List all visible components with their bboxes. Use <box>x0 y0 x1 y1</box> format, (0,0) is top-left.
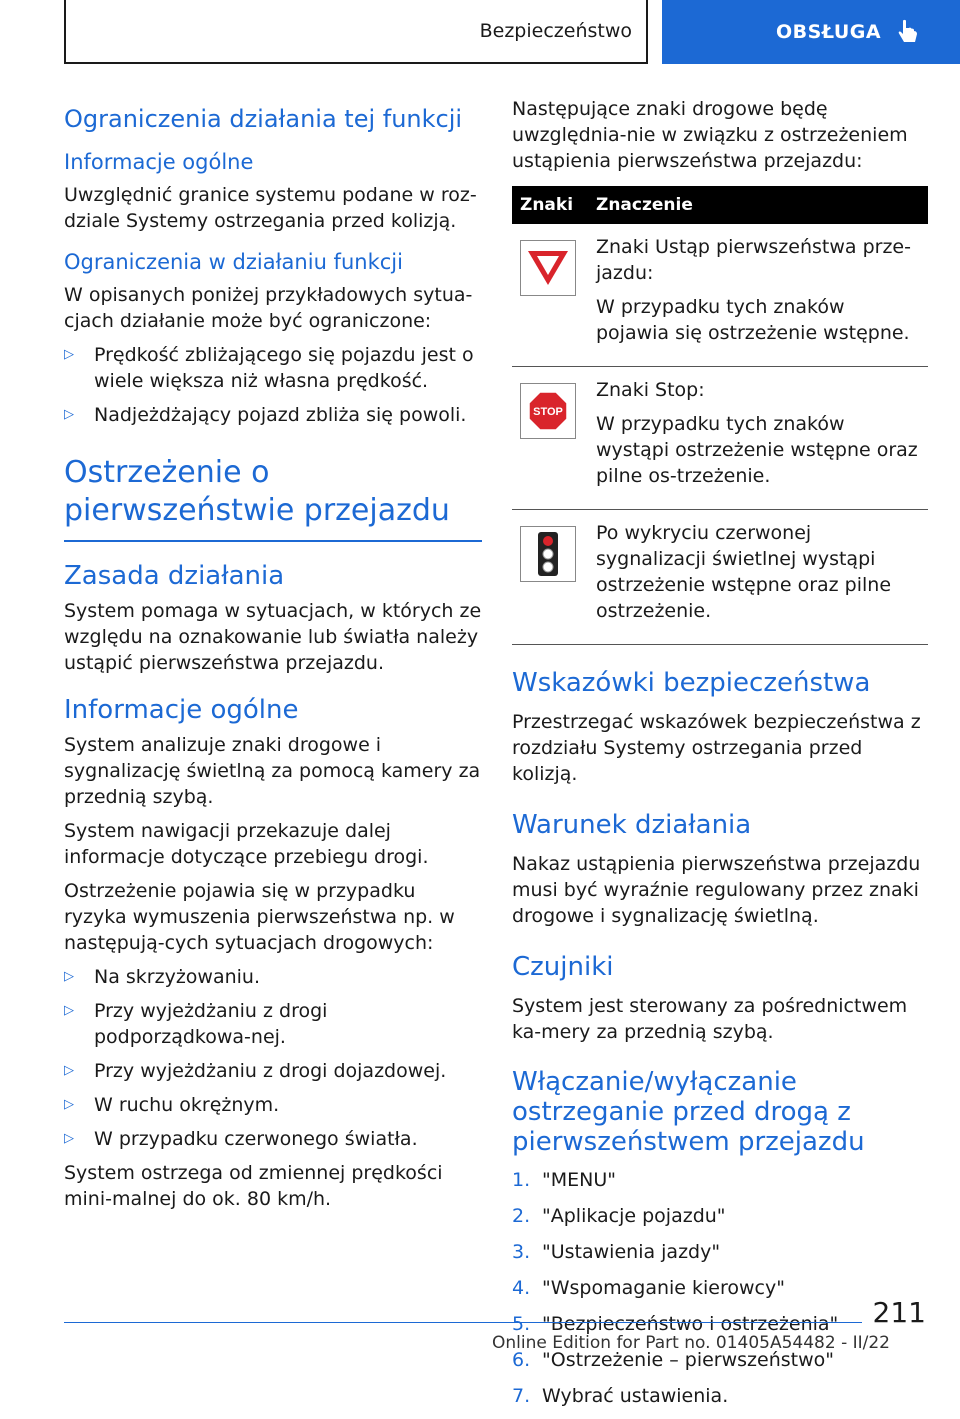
step-number: 3. <box>512 1241 531 1263</box>
subheading-general-info-1: Informacje ogólne <box>64 150 254 174</box>
hand-pointer-icon <box>897 19 921 45</box>
paragraph: Nakaz ustąpienia pierwszeństwa przejazdu musi być wyraźnie regulowany przez znaki drogowe i sygnalizację świetlną. <box>512 853 921 927</box>
section-heading-toggle: Włączanie/wyłączanie ostrzeganie przed drogą z pierwszeństwem przejazdu <box>512 1067 865 1157</box>
bullet-list-limits <box>64 342 482 428</box>
table-cell-meaning <box>588 367 928 510</box>
paragraph: Uwzględnić granice systemu podane w roz-dziale Systemy ostrzegania przed kolizją. <box>64 184 477 232</box>
list-item <box>512 1203 928 1229</box>
table-cell-meaning <box>588 510 928 645</box>
triangle-bullet-icon: ▷ <box>64 1063 74 1078</box>
header-section-title: Bezpieczeństwo <box>479 20 632 42</box>
header-section-box <box>64 0 648 64</box>
paragraph: System jest sterowany za pośrednictwem ka-mery za przednią szybą. <box>512 995 908 1043</box>
footer-edition: Online Edition for Part no. 01405A54482 - II/22 <box>491 1333 890 1353</box>
yield-sign-icon <box>520 240 576 296</box>
header-chapter-title: OBSŁUGA <box>776 21 882 43</box>
list-item <box>64 964 482 990</box>
step-text: "Wspomaganie kierowcy" <box>542 1277 785 1299</box>
table-cell-icon <box>512 367 588 510</box>
paragraph: Następujące znaki drogowe będę uwzględnia-nie w związku z ostrzeżeniem ustąpienia pierwszeństwa przejazdu: <box>512 98 908 172</box>
step-text: Wybrać ustawienia. <box>542 1385 729 1407</box>
list-item-text: Przy wyjeżdżaniu z drogi dojazdowej. <box>94 1060 447 1082</box>
subheading-general-info-2: Informacje ogólne <box>64 695 299 725</box>
section-heading-safety: Wskazówki bezpieczeństwa <box>512 668 871 698</box>
step-text: "Ostrzeżenie – pierwszeństwo" <box>542 1349 835 1371</box>
chapter-heading-line-1: Ostrzeżenie o <box>64 455 270 490</box>
step-number: 4. <box>512 1277 531 1299</box>
stop-sign-text: STOP <box>533 406 563 418</box>
section-heading-condition: Warunek działania <box>512 810 752 840</box>
list-item <box>512 1167 928 1193</box>
section-heading-sensors: Czujniki <box>512 952 614 982</box>
section-heading-limits: Ograniczenia działania tej funkcji <box>64 105 463 133</box>
step-text: "Aplikacje pojazdu" <box>542 1205 726 1227</box>
cell-text: Znaki Ustąp pierwszeństwa prze-jazdu: <box>596 236 911 284</box>
paragraph: System ostrzega od zmiennej prędkości mini-malnej do ok. 80 km/h. <box>64 1162 443 1210</box>
step-number: 2. <box>512 1205 531 1227</box>
list-item <box>512 1383 928 1409</box>
signs-table <box>512 186 928 645</box>
table-cell-icon <box>512 510 588 645</box>
step-text: "MENU" <box>542 1169 616 1191</box>
page-number: 211 <box>872 1296 926 1329</box>
step-text: "Ustawienia jazdy" <box>542 1241 721 1263</box>
triangle-bullet-icon: ▷ <box>64 1131 74 1146</box>
paragraph: System nawigacji przekazuje dalej informacje dotyczące przebiegu drogi. <box>64 820 429 868</box>
triangle-bullet-icon: ▷ <box>64 347 74 362</box>
chapter-heading-line-2: pierwszeństwie przejazdu <box>64 493 450 528</box>
list-item <box>512 1239 928 1265</box>
paragraph: W opisanych poniżej przykładowych sytua-cjach działanie może być ograniczone: <box>64 284 473 332</box>
footer-divider <box>64 1322 862 1323</box>
list-item <box>64 402 482 428</box>
list-item <box>64 1092 482 1118</box>
list-item-text: Na skrzyżowaniu. <box>94 966 261 988</box>
table-row <box>512 510 928 645</box>
triangle-bullet-icon: ▷ <box>64 407 74 422</box>
triangle-bullet-icon: ▷ <box>64 969 74 984</box>
paragraph: System pomaga w sytuacjach, w których ze względu na oznakowanie lub światła należy ustąpić pierwszeństwa przejazdu. <box>64 600 482 674</box>
traffic-light-icon <box>520 526 576 582</box>
list-item <box>64 1126 482 1152</box>
list-item <box>64 1058 482 1084</box>
subheading-function-limits: Ograniczenia w działaniu funkcji <box>64 250 403 274</box>
cell-text: W przypadku tych znaków pojawia się ostrzeżenie wstępne. <box>596 296 910 344</box>
step-number: 5. <box>512 1313 531 1335</box>
table-row <box>512 367 928 510</box>
table-cell-icon <box>512 224 588 367</box>
steps-list <box>512 1167 928 1409</box>
list-item <box>64 998 482 1050</box>
triangle-bullet-icon: ▷ <box>64 1097 74 1112</box>
list-item <box>512 1275 928 1301</box>
cell-text: W przypadku tych znaków wystąpi ostrzeżenie wstępne oraz pilne os-trzeżenie. <box>596 413 918 487</box>
paragraph: Przestrzegać wskazówek bezpieczeństwa z rozdziału Systemy ostrzegania przed kolizją. <box>512 711 921 785</box>
paragraph: Ostrzeżenie pojawia się w przypadku ryzyka wymuszenia pierwszeństwa np. w następują-cych sytuacjach drogowych: <box>64 880 455 954</box>
step-number: 6. <box>512 1349 531 1371</box>
table-row <box>512 224 928 367</box>
left-column <box>64 96 482 1220</box>
table-header-meaning: Znaczenie <box>588 186 928 224</box>
table-header-row <box>512 186 928 224</box>
bullet-list-situations <box>64 964 482 1152</box>
paragraph: System analizuje znaki drogowe i sygnalizację świetlną za pomocą kamery za przednią szybą. <box>64 734 481 808</box>
step-number: 7. <box>512 1385 531 1407</box>
subheading-principle: Zasada działania <box>64 561 285 591</box>
triangle-bullet-icon: ▷ <box>64 1003 74 1018</box>
right-column <box>512 96 928 1419</box>
header-chapter-box <box>662 0 960 64</box>
table-cell-meaning <box>588 224 928 367</box>
list-item-text: Prędkość zbliżającego się pojazdu jest o wiele większa niż własna prędkość. <box>94 344 474 392</box>
list-item-text: W ruchu okrężnym. <box>94 1094 280 1116</box>
cell-text: Po wykryciu czerwonej sygnalizacji świetlnej wystąpi ostrzeżenie wstępne oraz pilne ostrzeżenie. <box>596 522 892 622</box>
table-header-signs: Znaki <box>512 186 588 224</box>
list-item-text: Nadjeżdżający pojazd zbliża się powoli. <box>94 404 467 426</box>
step-text: "Bezpieczeństwo i ostrzeżenia" <box>542 1313 839 1335</box>
cell-text: Znaki Stop: <box>596 379 705 401</box>
stop-sign-icon <box>520 383 576 439</box>
chapter-heading-right-of-way <box>64 454 482 542</box>
list-item-text: W przypadku czerwonego światła. <box>94 1128 418 1150</box>
step-number: 1. <box>512 1169 531 1191</box>
list-item <box>64 342 482 394</box>
list-item-text: Przy wyjeżdżaniu z drogi podporządkowa-nej. <box>94 1000 328 1048</box>
